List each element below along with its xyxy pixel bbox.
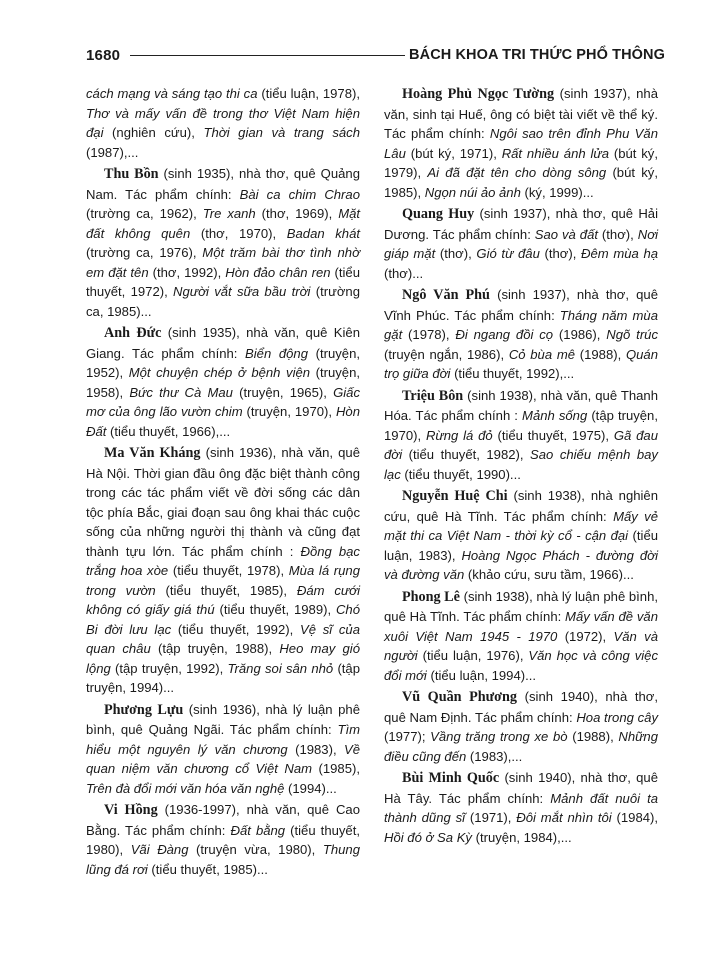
entry-text: (ký, 1999)... — [520, 184, 594, 200]
entry-text: (thơ)... — [384, 265, 424, 281]
entry-text: (tiểu thuyết, 1972), — [86, 264, 360, 299]
work-title: Mùa lá rụng trong vườn — [86, 563, 360, 598]
work-title: Mặt đất không quên — [86, 206, 361, 241]
author-name: Nguyễn Huệ Chi — [402, 488, 508, 504]
work-title: Hoàng Ngọc Phách - đường đời và đường văn — [384, 547, 659, 582]
work-title: Nơi giáp mặt — [384, 226, 659, 261]
author-name: Ma Văn Kháng — [104, 445, 201, 461]
author-name: Bùi Minh Quốc — [402, 770, 500, 786]
author-entry — [384, 768, 658, 847]
work-title: Chó Bi đời lưu lạc — [86, 602, 360, 637]
author-entry — [384, 687, 658, 766]
page-number: 1680 — [86, 46, 121, 64]
author-name: Thu Bồn — [104, 166, 159, 182]
work-title: Mấy vẻ mặt thi ca Việt Nam - thời kỳ cổ - cận đại — [384, 508, 659, 543]
work-title: Hoa trong cây — [576, 709, 658, 725]
entry-text: (sinh 1937), nhà văn, sinh tại Huế, ông có biệt tài viết về thể ký. Tác phẩm chính: — [384, 86, 658, 141]
entry-text: (1988), — [575, 346, 626, 362]
work-title: Heo may gió lộng — [86, 641, 360, 676]
work-title: Vầng trăng trong xe bò — [430, 729, 568, 744]
work-title: Vãi Đàng — [130, 842, 189, 857]
entry-text: (truyện, 1965), — [232, 384, 334, 400]
work-title: Thơ và mấy vấn đề trong thơ Việt Nam hiện đại — [86, 105, 360, 140]
author-name: Vi Hồng — [104, 802, 158, 818]
entry-text: (1987),... — [86, 144, 139, 160]
entry-text: (tiểu thuyết, 1980), — [86, 822, 360, 857]
entry-text: (bút ký, 1985), — [384, 165, 658, 200]
author-entry — [384, 204, 658, 283]
entry-text: (1985), — [312, 761, 360, 776]
header-rule — [130, 55, 405, 56]
entry-text: (sinh 1940), nhà thơ, quê Hà Tây. Tác phẩm chính: — [384, 770, 658, 806]
author-entry — [384, 285, 658, 384]
entry-text: (1936-1997), nhà văn, quê Cao Bằng. Tác phẩm chính: — [86, 802, 360, 838]
entry-text: (tiểu thuyết, 1975), — [492, 427, 614, 443]
entry-text: (trường ca, 1962), — [86, 206, 203, 221]
work-title: Trăng soi sân nhỏ — [227, 660, 334, 676]
work-title: Thung lũng đá rơi — [86, 842, 361, 877]
author-entry — [384, 84, 658, 202]
entry-text: (thơ), — [539, 246, 582, 261]
work-title: Sao chiếu mệnh bay lạc — [384, 447, 658, 482]
work-title: Đất bằng — [230, 822, 286, 838]
entry-text: (1977); — [384, 729, 431, 744]
entry-text: (1972), — [557, 628, 614, 644]
entry-text: (thơ), — [435, 246, 477, 261]
entry-text: (tiểu thuyết, 1985), — [155, 582, 297, 598]
entry-text: (tiểu luận, 1983), — [384, 528, 659, 563]
entry-text: (tiểu thuyết, 1989), — [214, 602, 336, 617]
entry-text: (1978), — [402, 327, 456, 342]
author-entry — [86, 323, 360, 441]
author-name: Ngô Văn Phú — [402, 287, 490, 303]
work-title: Mảnh sống — [522, 408, 588, 423]
work-title: Hòn đảo chân ren — [225, 264, 331, 280]
entry-text: (sinh 1936), nhà văn, quê Hà Nội. Thời gian đầu ông đặc biệt thành công trong các tác phẩm viết về đời sống các dân tộc phía Bắc, giai đoạn sau ông khai thác cuộc sống của những người thị thành và cũng đạt thành tựu lớn. Tác phẩm chính : — [86, 445, 360, 559]
author-name: Phương Lựu — [104, 701, 184, 718]
entry-text: (thơ, 1992), — [148, 264, 226, 280]
work-title: Vệ sĩ của quan châu — [86, 621, 361, 656]
entry-text: (trường ca, 1985)... — [86, 284, 360, 319]
entry-text: (sinh 1936), nhà lý luận phê bình, quê Quảng Ngãi. Tác phẩm chính: — [86, 701, 360, 737]
work-title: Đi ngang đồi cọ — [455, 327, 554, 342]
entry-text: (khảo cứu, sưu tầm, 1966)... — [464, 567, 634, 582]
work-title: Trên đà đổi mới văn hóa văn nghệ — [86, 780, 285, 796]
work-title: Đám cưới không có giấy giá thú — [86, 582, 360, 617]
entry-text: (tiểu thuyết, 1966),... — [106, 423, 231, 439]
continued-entry — [86, 84, 360, 162]
author-entry — [86, 800, 360, 879]
left-column — [86, 84, 360, 881]
entry-text: (1994)... — [284, 780, 337, 796]
work-title: Tre xanh — [202, 206, 256, 221]
entry-text: (sinh 1937), nhà thơ, quê Hải Dương. Tác phẩm chính: — [384, 206, 658, 242]
work-title: Cỏ bùa mê — [508, 346, 576, 362]
page-header — [86, 44, 665, 66]
entry-text: (tập truyện, 1992), — [110, 660, 228, 676]
work-title: Một chuyện chép ở bệnh viện — [128, 365, 311, 380]
entry-text: (tiểu luận, 1994)... — [426, 667, 537, 683]
right-column — [384, 84, 658, 849]
work-title: Ngôi sao trên đỉnh Phu Văn Lâu — [384, 126, 658, 161]
work-title: Quán trọ giữa đời — [384, 346, 658, 381]
work-title: Bài ca chim Chrao — [239, 186, 360, 202]
entry-text: (truyện vừa, 1980), — [188, 842, 323, 857]
work-title: Gã đau đời — [384, 427, 658, 462]
entry-text: (sinh 1940), nhà thơ, quê Nam Định. Tác phẩm chính: — [384, 689, 658, 725]
author-name: Quang Huy — [402, 206, 475, 222]
work-title: Đêm mùa hạ — [581, 246, 659, 261]
author-name: Phong Lê — [402, 588, 460, 605]
entry-text: (tiểu luận, 1976), — [417, 648, 529, 663]
work-title: Giấc mơ của ông lão vườn chim — [86, 384, 360, 419]
entry-text: (1971), — [465, 810, 517, 825]
entry-text: (bút ký, 1979), — [384, 145, 658, 180]
work-title: Bức thư Cà Mau — [129, 384, 233, 400]
author-name: Triệu Bôn — [402, 387, 464, 404]
author-entry — [384, 587, 658, 686]
work-title: Badan khát — [286, 225, 360, 241]
entry-text: (truyện, 1952), — [86, 345, 360, 380]
work-title: Tìm hiểu một nguyên lý văn chương — [86, 722, 360, 757]
entry-text: (tiểu thuyết, 1985)... — [147, 861, 268, 877]
work-title: Sao và đất — [534, 226, 598, 242]
entry-text: (thơ), — [597, 226, 638, 242]
work-title: Biển động — [245, 345, 308, 361]
work-title: Văn học và công việc đổi mới — [384, 648, 659, 683]
work-title: Đôi mắt nhìn tôi — [516, 810, 612, 825]
entry-text: (1983), — [287, 741, 344, 757]
entry-text: (tập truyện, 1994)... — [86, 660, 361, 695]
running-title: BÁCH KHOA TRI THỨC PHỔ THÔNG — [409, 47, 665, 63]
entry-text: (tiểu thuyết, 1978), — [168, 563, 289, 578]
entry-text: (1986), — [553, 327, 607, 342]
author-entry — [86, 700, 360, 799]
author-entry — [384, 486, 658, 585]
entry-text: (sinh 1938), nhà văn, quê Thanh Hóa. Tác phẩm chính : — [384, 387, 658, 423]
entry-text: (trường ca, 1976), — [86, 245, 203, 260]
entry-text: (tập truyện, 1970), — [384, 408, 658, 443]
work-title: Gió từ đâu — [476, 246, 540, 261]
entry-text: (tiểu thuyết, 1992), — [171, 621, 300, 637]
entry-text: (tiểu thuyết, 1982), — [402, 447, 531, 462]
entry-text: (thơ, 1969), — [255, 206, 339, 221]
author-entry — [86, 443, 360, 698]
work-title: Những điều cũng đến — [384, 729, 658, 764]
entry-text: (truyện, 1984),... — [471, 829, 572, 845]
work-title: Tháng năm mùa gặt — [384, 307, 658, 342]
work-title: Ai đã đặt tên cho dòng sông — [427, 165, 607, 180]
entry-text: (1984), — [611, 810, 659, 825]
entry-text: (1983),... — [466, 748, 523, 764]
entry-text: (bút ký, 1971), — [405, 145, 502, 161]
entry-text: (sinh 1938), nhà lý luận phê bình, quê Hà Tĩnh. Tác phẩm chính: — [384, 588, 658, 624]
entry-text: (truyện ngắn, 1986), — [384, 346, 509, 362]
author-entry — [384, 386, 658, 485]
entry-text: (sinh 1938), nhà nghiên cứu, quê Hà Tĩnh. Tác phẩm chính: — [384, 488, 658, 524]
entry-text: (tiểu thuyết, 1992),... — [450, 366, 575, 381]
entry-text: (sinh 1935), nhà văn, quê Kiên Giang. Tác phẩm chính: — [86, 325, 360, 361]
entry-text: (1988), — [567, 729, 619, 744]
work-title: Thời gian và trang sách — [203, 125, 361, 140]
work-title: Mấy vấn đề văn xuôi Việt Nam 1945 - 1970 — [384, 609, 658, 644]
work-title: Văn và người — [384, 628, 659, 663]
work-title: Đồng bạc trắng hoa xòe — [86, 543, 360, 578]
entry-text: (sinh 1935), nhà thơ, quê Quảng Nam. Tác phẩm chính: — [86, 166, 360, 202]
author-name: Anh Đức — [104, 325, 162, 341]
work-title: Hồi đó ở Sa Kỳ — [384, 829, 472, 845]
entry-text: (truyện, 1958), — [86, 365, 361, 400]
author-entry — [86, 164, 360, 321]
entry-text: (nghiên cứu), — [103, 125, 204, 140]
work-title: cách mạng và sáng tạo thi ca — [86, 86, 258, 101]
entry-text: (tiểu luận, 1978), — [257, 86, 360, 101]
entry-text: (thơ, 1970), — [190, 225, 287, 241]
work-title: Mảnh đất nuôi ta thành dũng sĩ — [384, 790, 658, 825]
work-title: Rất nhiều ánh lửa — [501, 145, 609, 161]
work-title: Về quan niệm văn chương cổ Việt Nam — [86, 741, 360, 776]
work-title: Ngõ trúc — [606, 327, 659, 342]
author-name: Vũ Quần Phương — [402, 689, 518, 705]
work-title: Ngọn núi ảo ảnh — [424, 184, 521, 200]
work-title: Hòn Đất — [86, 404, 360, 439]
author-name: Hoàng Phủ Ngọc Tường — [402, 86, 555, 102]
work-title: Một trăm bài thơ tình nhờ em đặt tên — [86, 245, 360, 280]
work-title: Người vắt sữa bầu trời — [173, 284, 311, 299]
entry-text: (truyện, 1970), — [242, 404, 336, 419]
work-title: Rừng lá đỏ — [425, 427, 493, 443]
entry-text: (tiểu thuyết, 1990)... — [400, 466, 521, 482]
entry-text: (sinh 1937), nhà thơ, quê Vĩnh Phúc. Tác phẩm chính: — [384, 287, 658, 323]
entry-text: (tập truyện, 1988), — [150, 641, 280, 656]
